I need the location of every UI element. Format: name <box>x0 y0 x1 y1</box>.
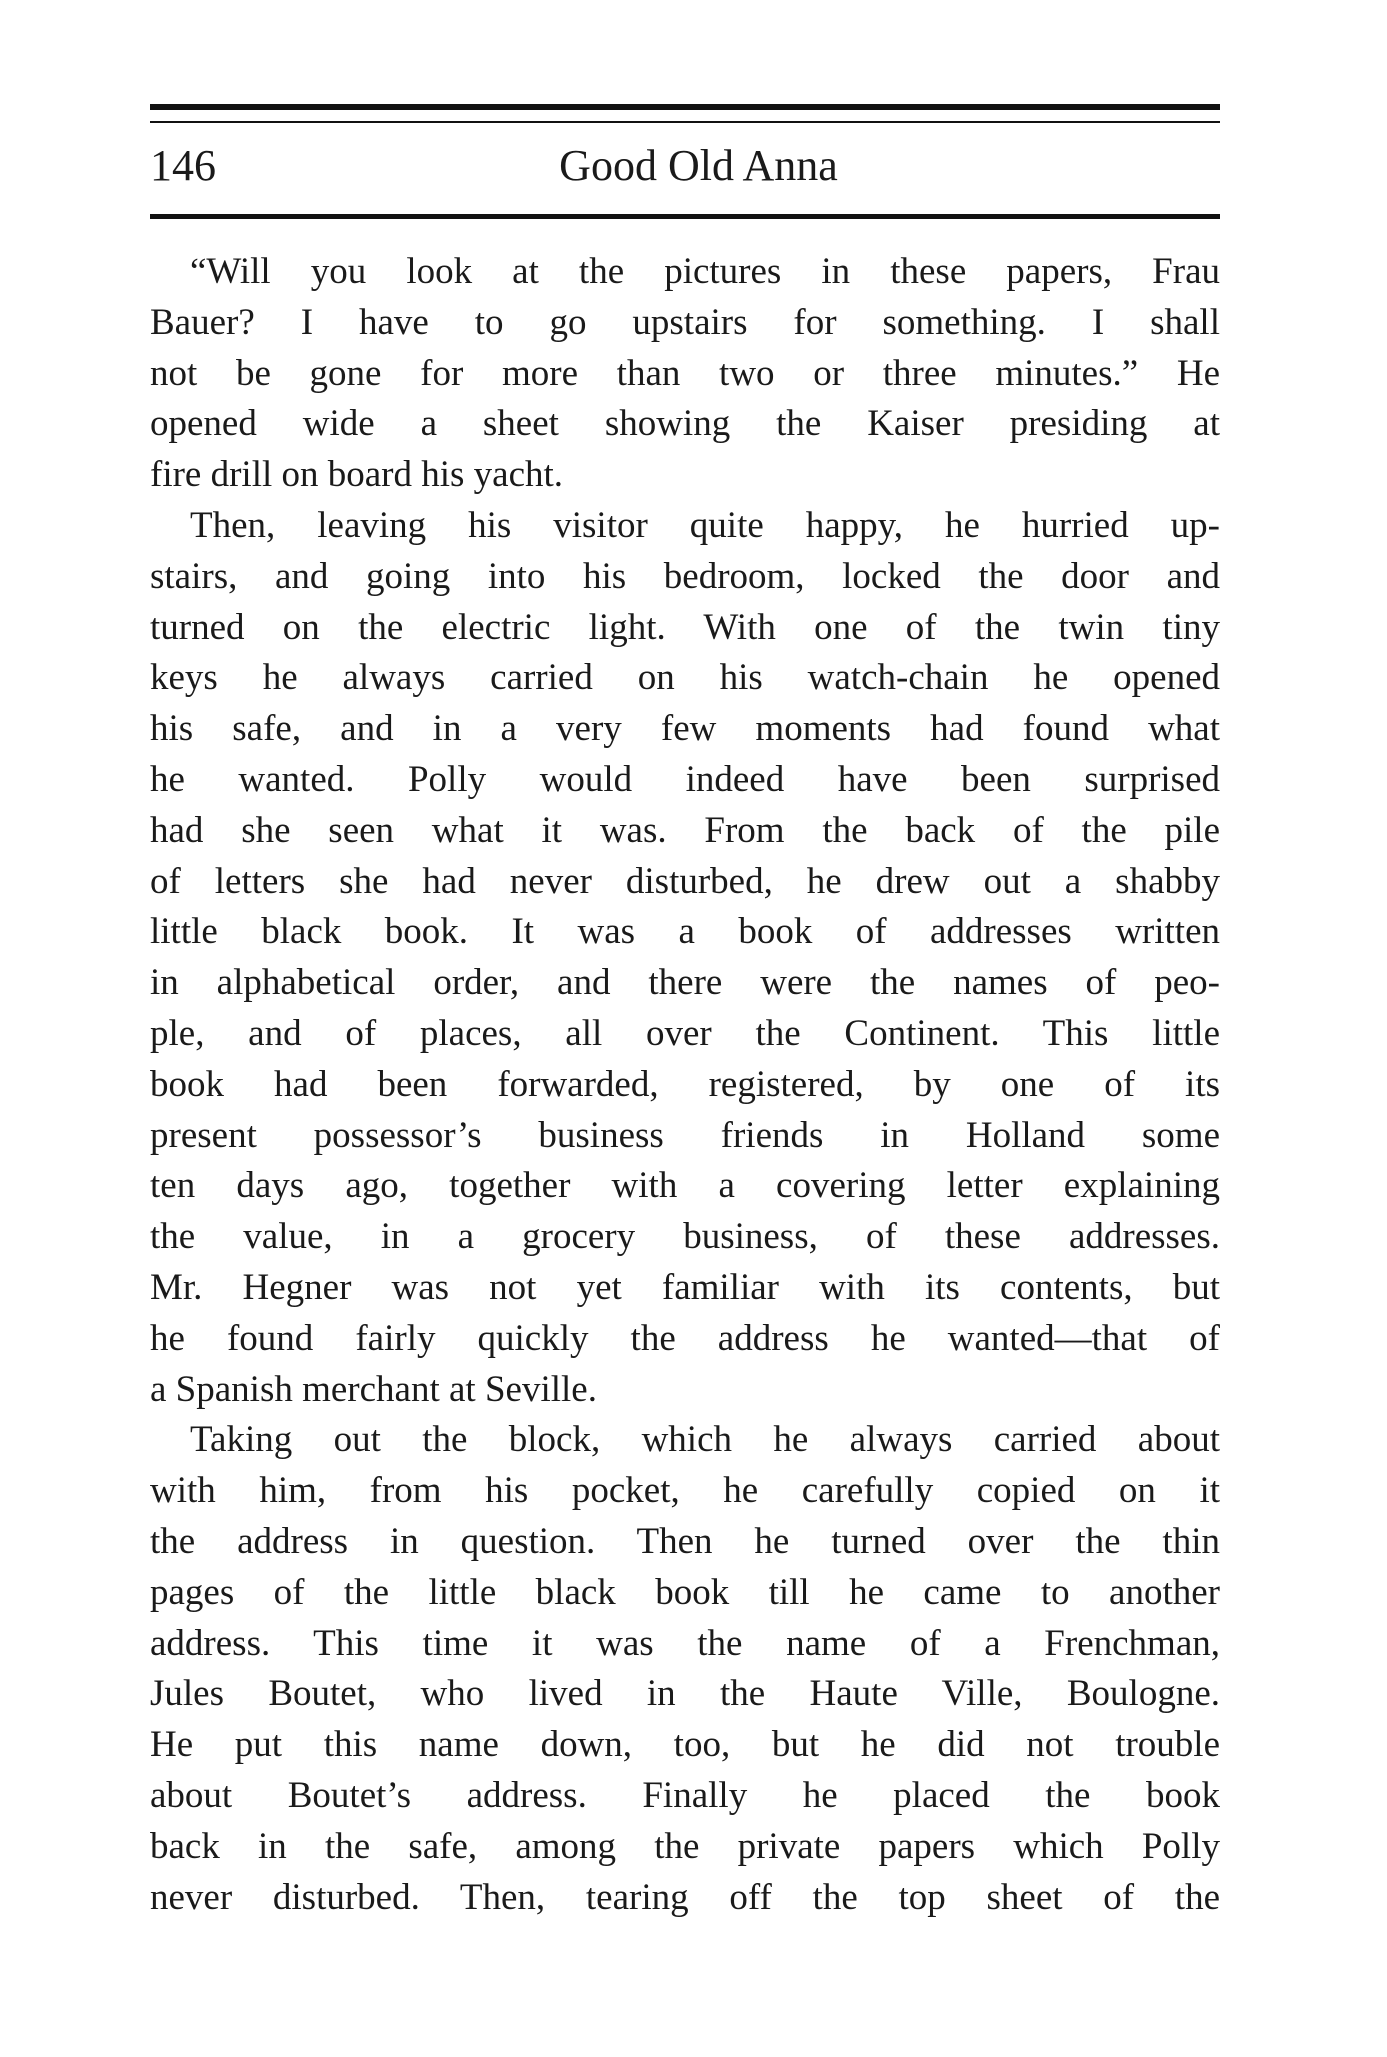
text-line: not be gone for more than two or three minutes.” He <box>150 352 1220 394</box>
text-line: of letters she had never disturbed, he drew out a shabby <box>150 860 1220 902</box>
text-line: in alphabetical order, and there were the names of peo- <box>150 962 1220 1004</box>
text-line: address. This time it was the name of a Frenchman, <box>150 1622 1220 1664</box>
text-line: ple, and of places, all over the Continent. This little <box>150 1012 1220 1054</box>
header-rule-bottom <box>150 214 1220 219</box>
text-line: opened wide a sheet showing the Kaiser presiding at <box>150 403 1220 445</box>
text-line: He put this name down, too, but he did not trouble <box>150 1724 1220 1766</box>
text-line: never disturbed. Then, tearing off the top sheet of the <box>150 1876 1220 1918</box>
running-title: Good Old Anna <box>559 141 838 190</box>
text-line: present possessor’s business friends in Holland some <box>150 1114 1220 1156</box>
text-line: he wanted. Polly would indeed have been surprised <box>150 758 1220 800</box>
page-body-text <box>150 247 1220 1923</box>
text-line: he found fairly quickly the address he wanted—that of <box>150 1317 1220 1359</box>
header-rule-top-thin <box>150 121 1220 123</box>
text-line: stairs, and going into his bedroom, locked the door and <box>150 555 1220 597</box>
text-line: pages of the little black book till he came to another <box>150 1571 1220 1613</box>
text-line: his safe, and in a very few moments had found what <box>150 708 1220 750</box>
text-line: a Spanish merchant at Seville. <box>150 1368 597 1410</box>
text-line: book had been forwarded, registered, by one of its <box>150 1063 1220 1105</box>
text-line: back in the safe, among the private papers which Polly <box>150 1825 1220 1867</box>
text-line: Jules Boutet, who lived in the Haute Ville, Boulogne. <box>150 1673 1220 1715</box>
text-line: Mr. Hegner was not yet familiar with its contents, but <box>150 1266 1220 1308</box>
text-line: about Boutet’s address. Finally he placed the book <box>150 1774 1220 1816</box>
text-line: the address in question. Then he turned over the thin <box>150 1520 1220 1562</box>
text-line: with him, from his pocket, he carefully copied on it <box>150 1470 1220 1512</box>
text-line: fire drill on board his yacht. <box>150 454 564 496</box>
text-line: “Will you look at the pictures in these papers, Frau <box>190 251 1220 292</box>
text-line: ten days ago, together with a covering letter explaining <box>150 1165 1220 1207</box>
text-line: keys he always carried on his watch-chain he opened <box>150 657 1220 699</box>
text-line: little black book. It was a book of addresses written <box>150 911 1220 953</box>
text-line: Taking out the block, which he always carried about <box>190 1419 1220 1461</box>
text-line: Then, leaving his visitor quite happy, he hurried up- <box>190 504 1220 546</box>
text-line: had she seen what it was. From the back of the pile <box>150 809 1220 851</box>
header-rule-top-thick <box>150 104 1220 110</box>
text-line: Bauer? I have to go upstairs for something. I shall <box>150 301 1220 343</box>
text-line: the value, in a grocery business, of these addresses. <box>150 1216 1220 1258</box>
text-line: turned on the electric light. With one of the twin tiny <box>150 606 1220 648</box>
page-number: 146 <box>150 141 216 190</box>
